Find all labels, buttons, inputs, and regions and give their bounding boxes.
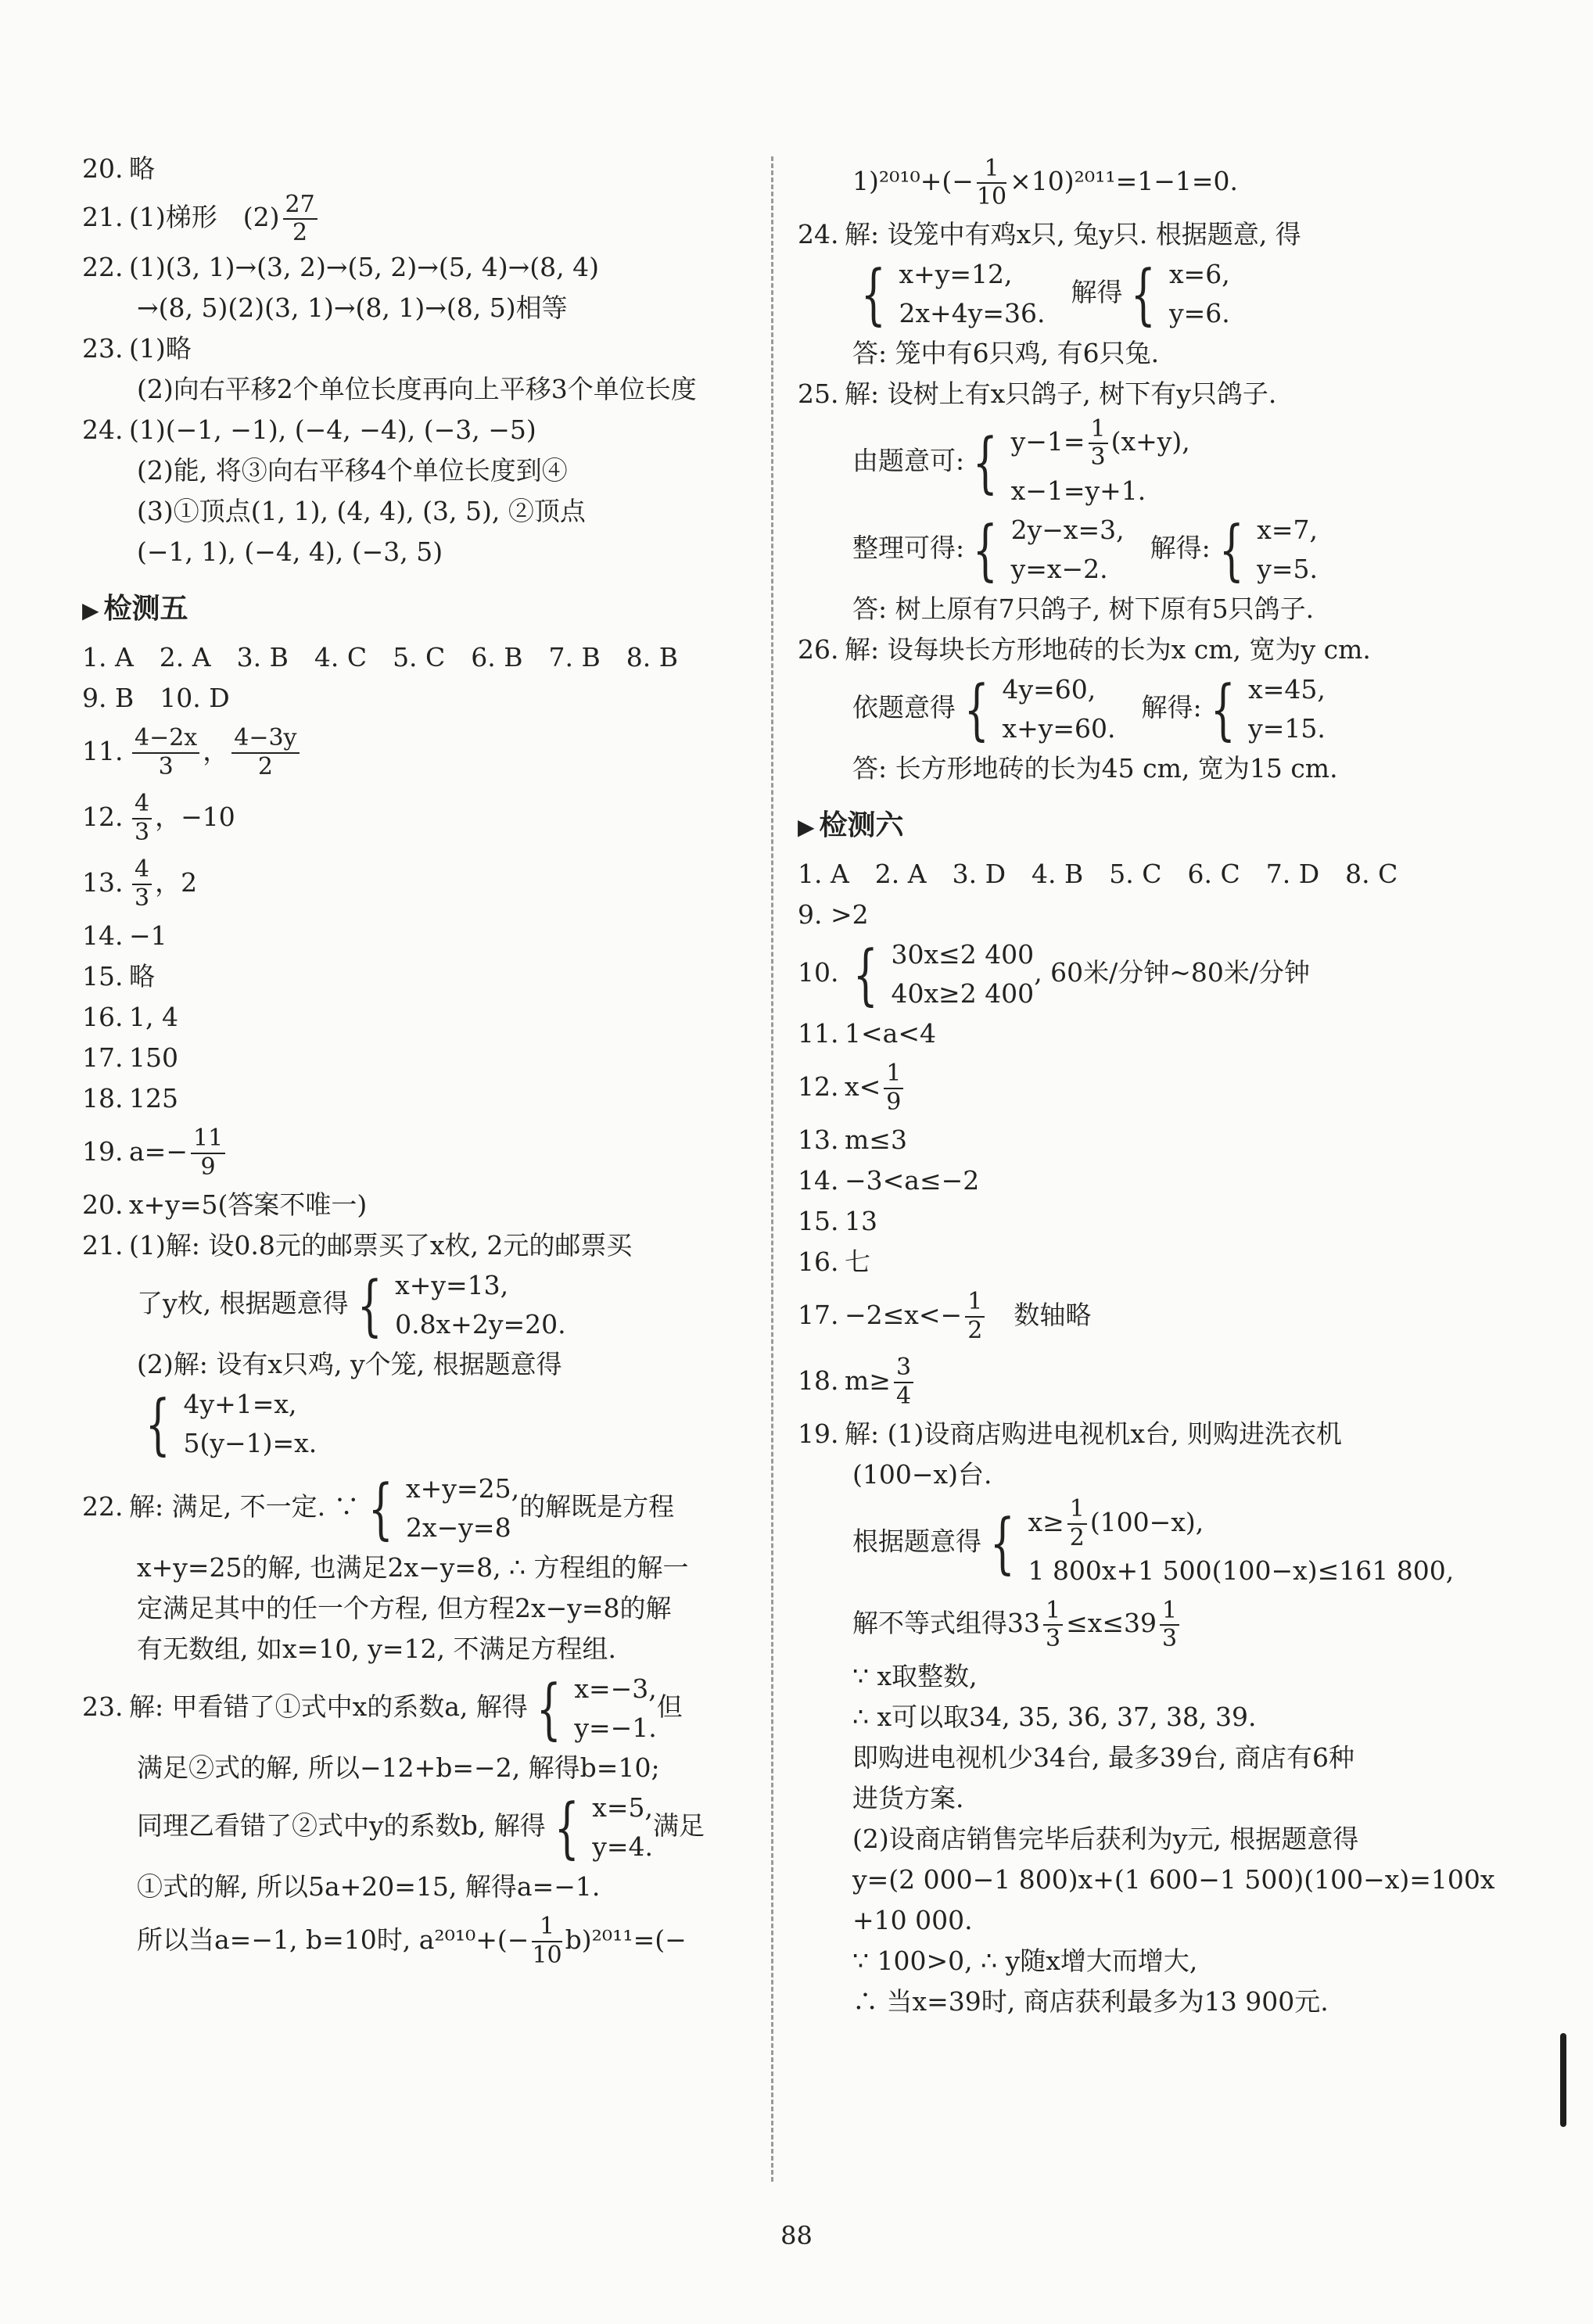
answer-6-15: 15. 13	[798, 1205, 877, 1236]
mc-answers-6a: 1. A 2. A 3. D 4. B 5. C 6. C 7. D 8. C	[798, 858, 1398, 889]
answer-6-13: 13. m≤3	[798, 1124, 907, 1155]
triangle-icon: ▶	[798, 813, 815, 840]
answer-5-22-d: 有无数组, 如x=10, y=12, 不满足方程组.	[137, 1633, 616, 1664]
answer-6-12: 12. x< $\frac{1}{9}$	[798, 1054, 1502, 1120]
answer-5-13: 13. $\frac{4}{3}$ ，2	[82, 855, 198, 912]
mc-answers-5a: 1. A 2. A 3. B 4. C 5. C 6. B 7. B 8. B	[82, 641, 678, 672]
column-divider	[771, 156, 773, 2182]
answer-21: 21. (1)梯形 (2) $\frac{27}{2}$	[82, 189, 755, 247]
answer-24-b: (2)能, 将③向右平移4个单位长度到④	[137, 454, 568, 486]
answer-22: 22. (1)(3, 1)→(3, 2)→(5, 2)→(5, 4)→(8, 4)	[82, 251, 599, 282]
answer-6-19-f: ∴ x可以取34, 35, 36, 37, 38, 39.	[852, 1702, 1257, 1732]
answer-5-25: 25. 解: 设树上有x只鸽子, 树下有y只鸽子.	[798, 378, 1277, 409]
right-column	[798, 149, 1502, 2022]
answer-5-21: 21. (1)解: 设0.8元的邮票买了x枚, 2元的邮票买	[82, 1229, 633, 1261]
answer-6-19-e: ∵ x取整数,	[852, 1661, 978, 1691]
answer-5-21-b: 了y枚, 根据题意得 { x+y=13, 0.8x+2y=20.	[137, 1266, 566, 1343]
page-number: 88	[780, 2221, 813, 2250]
answer-5-20: 20. x+y=5(答案不唯一)	[82, 1189, 368, 1220]
answer-5-23-e: 所以当a=−1, b=10时, a²⁰¹⁰+(− $\frac{1}{10}$ b)²⁰¹¹=(−	[137, 1913, 687, 1969]
answer-5-23-c: 同理乙看错了②式中y的系数b, 解得 { x=5, y=4. 满足	[137, 1788, 705, 1866]
answer-6-19-k: +10 000.	[852, 1905, 973, 1935]
answer-23-cont: (2)向右平移2个单位长度再向上平移3个单位长度	[137, 373, 697, 404]
section-heading-5: ▶ 检测五	[82, 592, 188, 625]
answer-22-cont: →(8, 5)(2)(3, 1)→(8, 1)→(8, 5)相等	[137, 292, 568, 323]
answer-6-19-d: 解不等式组得33 $\frac{1}{3}$ ≤x≤39 $\frac{1}{3}$	[798, 1591, 1502, 1656]
answer-5-23-d: ①式的解, 所以5a+20=15, 解得a=−1.	[137, 1870, 601, 1902]
answer-5-17: 17. 150	[82, 1042, 178, 1073]
answer-5-26: 26. 解: 设每块长方形地砖的长为x cm, 宽为y cm.	[798, 633, 1371, 665]
answer-6-17: 17. −2≤x<− $\frac{1}{2}$ 数轴略	[798, 1288, 1092, 1344]
answer-5-11: 11. $\frac{4-2x}{3}$ ， $\frac{4-3y}{2}$	[82, 719, 755, 784]
answer-6-11: 11. 1<a<4	[798, 1017, 936, 1049]
answer-5-26-b: 依题意得 { 4y=60, x+y=60. 解得: { x=45, y=15.	[852, 670, 1326, 748]
answer-5-22-c: 定满足其中的任一个方程, 但方程2x−y=8的解	[137, 1592, 672, 1623]
answer-5-23-f: 1)²⁰¹⁰+(− $\frac{1}{10}$ ×10)²⁰¹¹=1−1=0.	[852, 154, 1239, 210]
answer-6-19-i: (2)设商店销售完毕后获利为y元, 根据题意得	[852, 1824, 1359, 1854]
answer-5-25-d: 答: 树上原有7只鸽子, 树下原有5只鸽子.	[852, 593, 1315, 624]
answer-5-25-c: 整理可得: { 2y−x=3, y=x−2. 解得: { x=7, y=5.	[852, 511, 1318, 588]
mc-answers-6b: 9. >2	[798, 898, 869, 930]
answer-5-21-c: (2)解: 设有x只鸡, y个笼, 根据题意得	[137, 1348, 562, 1379]
answer-6-19-g: 即购进电视机少34台, 最多39台, 商店有6种	[852, 1742, 1354, 1773]
binding-edge-mark	[1560, 2033, 1566, 2127]
answer-6-19-j: y=(2 000−1 800)x+(1 600−1 500)(100−x)=100x	[852, 1864, 1495, 1895]
answer-5-14: 14. −1	[82, 920, 167, 951]
answer-5-24: 24. 解: 设笼中有鸡x只, 兔y只. 根据题意, 得	[798, 219, 1301, 249]
left-column	[82, 149, 755, 1973]
answer-5-15: 15. 略	[82, 960, 155, 992]
answer-20: 20. 略	[82, 153, 155, 184]
answer-5-25-b: 由题意可: { y−1= $\frac{1}{3}$ (x+y), x−1=y+1.	[852, 414, 1190, 506]
answer-6-19-c: 根据题意得 { x≥ $\frac{1}{2}$ (100−x), 1 800x+1 500(100−x)≤161 800,	[852, 1495, 1455, 1586]
answer-6-10: 10. { 30x≤2 400 40x≥2 400 , 60米/分钟~80米/分钟	[798, 935, 1311, 1013]
answer-5-19: 19. a=− $\frac{11}{9}$	[82, 1119, 755, 1185]
triangle-icon: ▶	[82, 597, 99, 623]
section-heading-6: ▶ 检测六	[798, 809, 904, 841]
answer-5-12: 12. $\frac{4}{3}$ ，−10	[82, 790, 235, 846]
answer-5-23-b: 满足②式的解, 所以−12+b=−2, 解得b=10;	[137, 1752, 660, 1783]
answer-5-21-d: { 4y+1=x, 5(y−1)=x.	[145, 1385, 318, 1462]
answer-5-24-c: 答: 笼中有6只鸡, 有6只兔.	[852, 338, 1160, 368]
answer-6-14: 14. −3<a≤−2	[798, 1164, 980, 1196]
answer-6-19-h: 进货方案.	[852, 1783, 964, 1813]
answer-5-22-b: x+y=25的解, 也满足2x−y=8, ∴ 方程组的解一	[137, 1551, 689, 1583]
answer-23: 23. (1)略	[82, 332, 192, 364]
answer-6-18: 18. m≥ $\frac{3}{4}$	[798, 1348, 1502, 1414]
answer-5-24-b: { x+y=12, 2x+4y=36. 解得 { x=6, y=6.	[860, 256, 1230, 332]
answer-24: 24. (1)(−1, −1), (−4, −4), (−3, −5)	[82, 414, 536, 445]
answer-6-19-m: ∴ 当x=39时, 商店获利最多为13 900元.	[852, 1986, 1329, 2017]
answer-5-22: 22. 解: 满足, 不一定. ∵ { x+y=25, 2x−y=8 的解既是方程	[82, 1469, 675, 1547]
answer-24-d: (−1, 1), (−4, 4), (−3, 5)	[137, 536, 443, 567]
answer-6-19-b: (100−x)台.	[852, 1458, 992, 1490]
answer-5-26-c: 答: 长方形地砖的长为45 cm, 宽为15 cm.	[852, 752, 1338, 784]
mc-answers-5b: 9. B 10. D	[82, 682, 230, 713]
answer-5-23: 23. 解: 甲看错了①式中x的系数a, 解得 { x=−3, y=−1. 但	[82, 1669, 683, 1747]
answer-5-16: 16. 1, 4	[82, 1001, 178, 1032]
answer-6-19-l: ∵ 100>0, ∴ y随x增大而增大,	[852, 1946, 1198, 1976]
answer-6-19: 19. 解: (1)设商店购进电视机x台, 则购进洗衣机	[798, 1418, 1342, 1449]
answer-6-16: 16. 七	[798, 1246, 870, 1277]
answer-5-18: 18. 125	[82, 1082, 178, 1114]
answer-24-c: (3)①顶点(1, 1), (4, 4), (3, 5), ②顶点	[137, 495, 586, 526]
